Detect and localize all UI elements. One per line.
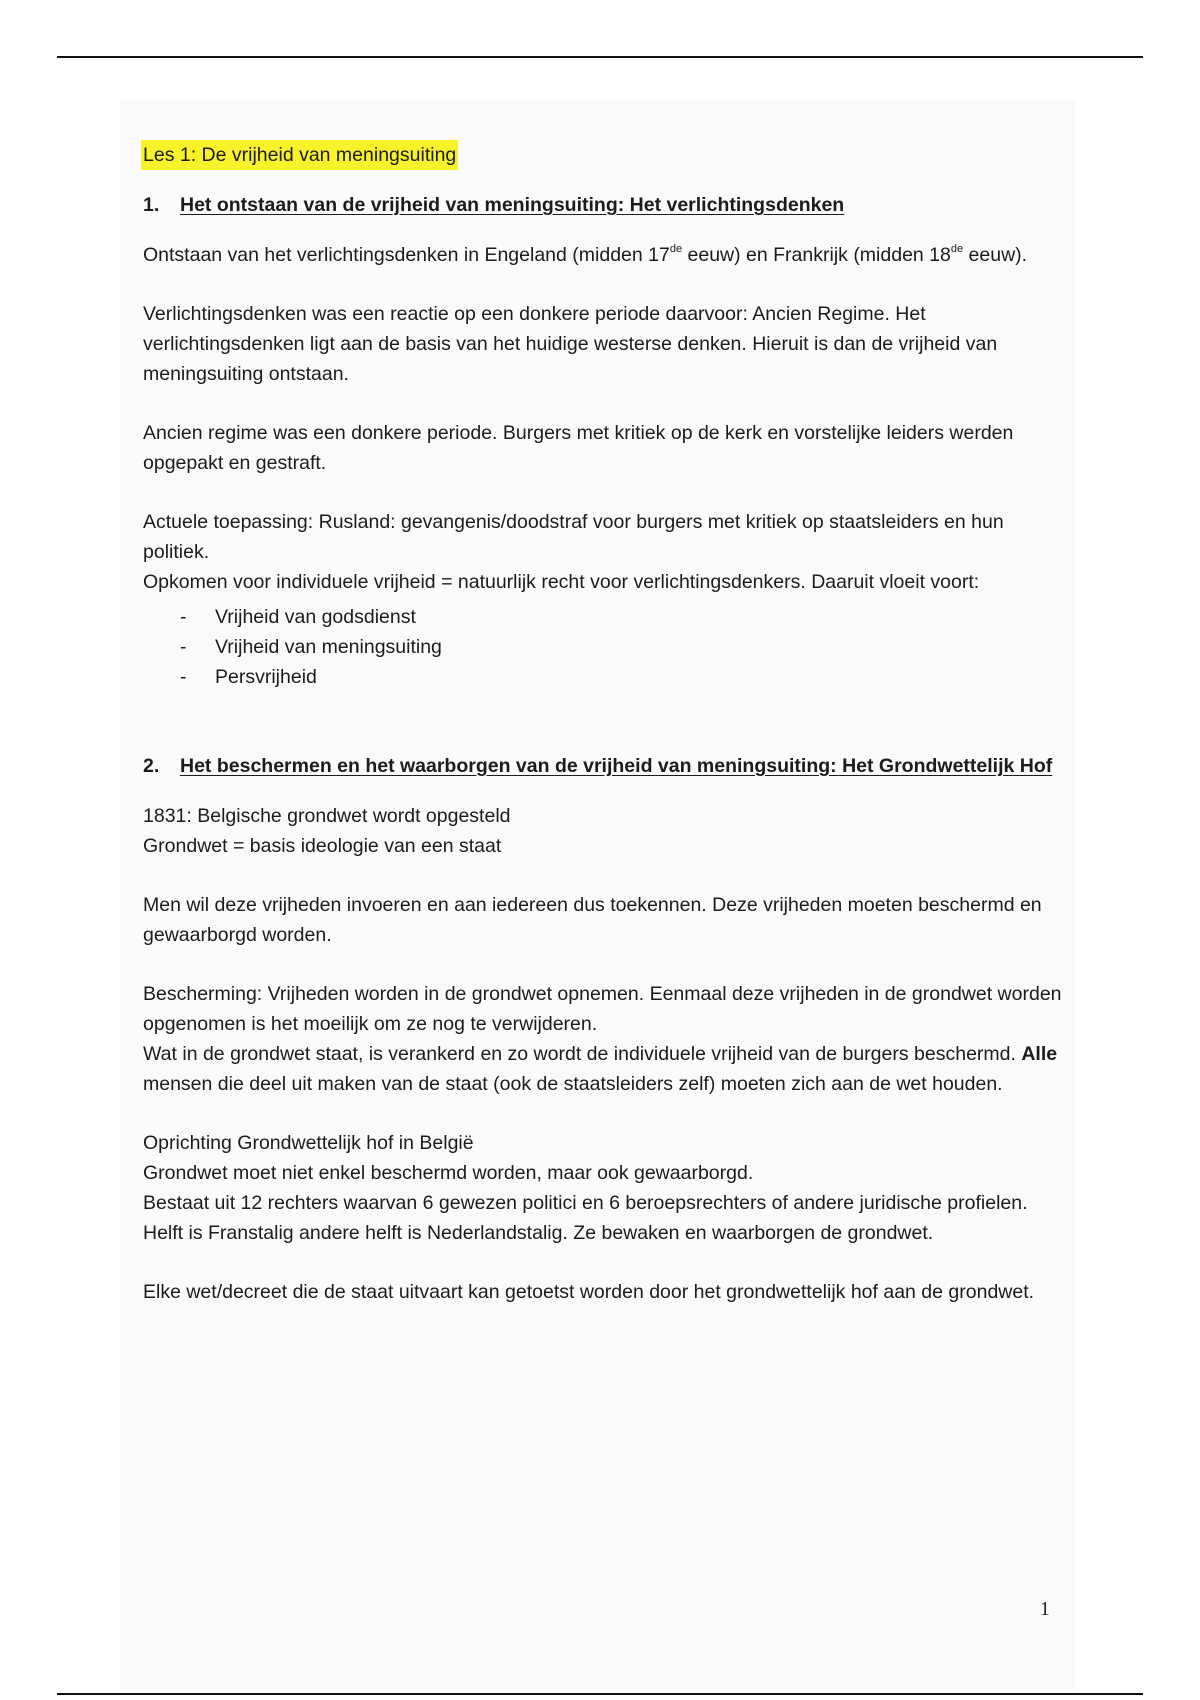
- section-number: 2.: [143, 755, 160, 777]
- superscript: de: [950, 243, 964, 255]
- bold-text: Alle: [1021, 1043, 1058, 1065]
- section-2-heading: [143, 751, 1063, 781]
- paragraph: Oprichting Grondwettelijk hof in België: [143, 1132, 474, 1154]
- paragraph: Men wil deze vrijheden invoeren en aan iedereen dus toekennen. Deze vrijheden moeten beschermd en gewaarborgd worden.: [143, 894, 1042, 946]
- paragraph: Bestaat uit 12 rechters waarvan 6 gewezen politici en 6 beroepsrechters of andere juridische profielen. Helft is Franstalig andere helft is Nederlandstalig. Ze bewaken en waarborgen de grondwet.: [143, 1192, 1028, 1244]
- paragraph: Elke wet/decreet die de staat uitvaart kan getoetst worden door het grondwettelijk hof aan de grondwet.: [143, 1281, 1035, 1303]
- text-run: Wat in de grondwet staat, is verankerd en zo wordt de individuele vrijheid van de burgers beschermd.: [143, 1043, 1022, 1065]
- paragraph: Bescherming: Vrijheden worden in de grondwet opnemen. Eenmaal deze vrijheden in de grondwet worden opgenomen is het moeilijk om ze nog te verwijderen.: [143, 983, 1062, 1035]
- list-item: - Vrijheid van meningsuiting: [143, 632, 1063, 662]
- document-body: [143, 140, 1063, 1336]
- paragraph: Ancien regime was een donkere periode. Burgers met kritiek op de kerk en vorstelijke leiders werden opgepakt en gestraft.: [143, 422, 1014, 474]
- list-item: - Vrijheid van godsdienst: [143, 602, 1063, 632]
- paragraph: Grondwet = basis ideologie van een staat: [143, 835, 502, 857]
- list-item: - Persvrijheid: [143, 662, 1063, 692]
- section-1-heading: [143, 190, 1063, 220]
- superscript: de: [669, 243, 683, 255]
- page-number: 1: [1040, 1599, 1050, 1620]
- text-run: eeuw).: [963, 244, 1028, 266]
- paragraph: Opkomen voor individuele vrijheid = natuurlijk recht voor verlichtingsdenkers. Daaruit vloeit voort:: [143, 571, 980, 593]
- section-heading-text: Het beschermen en het waarborgen van de vrijheid van meningsuiting: Het Grondwettelijk Hof: [180, 755, 1053, 777]
- section-heading-text: Het ontstaan van de vrijheid van meningsuiting: Het verlichtingsdenken: [180, 194, 845, 216]
- text-run: eeuw) en Frankrijk (midden 18: [682, 244, 951, 266]
- text-run: Ontstaan van het verlichtingsdenken in Engeland (midden 17: [143, 244, 670, 266]
- paragraph: Grondwet moet niet enkel beschermd worden, maar ook gewaarborgd.: [143, 1162, 754, 1184]
- footer-rule: [57, 1693, 1143, 1695]
- text-run: mensen die deel uit maken van de staat (ook de staatsleiders zelf) moeten zich aan de wet houden.: [143, 1073, 1003, 1095]
- lesson-title: Les 1: De vrijheid van meningsuiting: [141, 140, 458, 170]
- paragraph: Actuele toepassing: Rusland: gevangenis/doodstraf voor burgers met kritiek op staatsleiders en hun politiek.: [143, 511, 1004, 563]
- paragraph: Verlichtingsdenken was een reactie op een donkere periode daarvoor: Ancien Regime. Het verlichtingsdenken ligt aan de basis van het huidige westerse denken. Hieruit is dan de vrijheid van meningsuiting ontstaan.: [143, 303, 998, 385]
- section-number: 1.: [143, 194, 160, 216]
- paragraph: 1831: Belgische grondwet wordt opgesteld: [143, 805, 511, 827]
- paragraph: [143, 240, 1063, 270]
- paragraph: [143, 1039, 1063, 1099]
- freedoms-list: [143, 602, 1063, 692]
- header-rule: [57, 56, 1143, 58]
